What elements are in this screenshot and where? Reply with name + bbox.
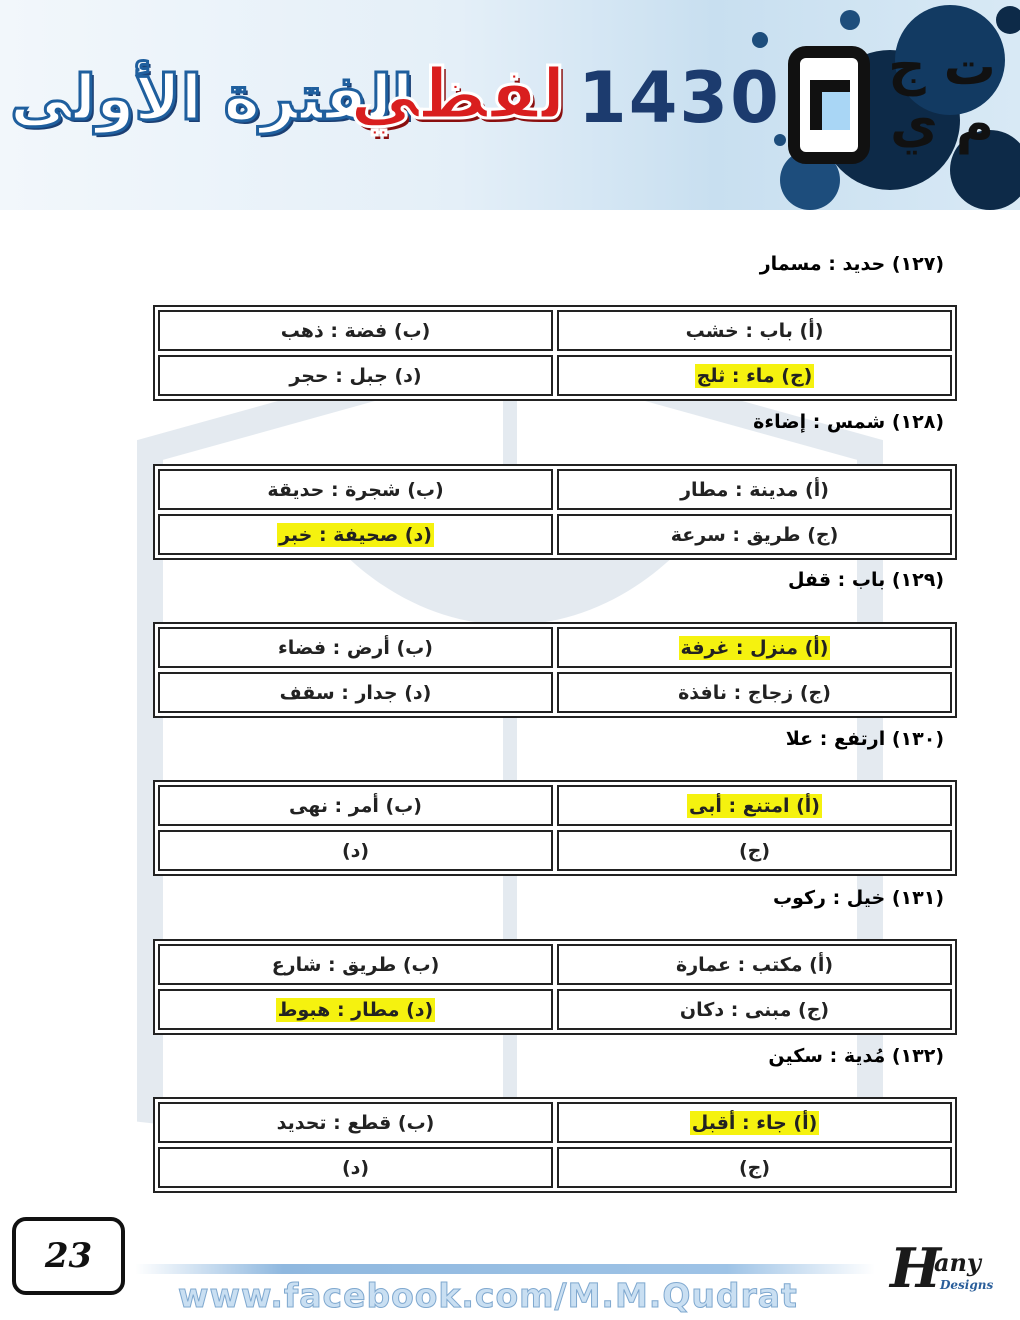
- answer-option[interactable]: [158, 830, 553, 871]
- answer-option[interactable]: [557, 627, 952, 668]
- answer-option-text: (ب) أرض : فضاء: [278, 636, 433, 659]
- header-banner: [0, 0, 1020, 210]
- answer-option-text: (د) جدار : سقف: [279, 681, 432, 704]
- question-stem: (١٣٠) ارتفع : علا: [785, 728, 944, 750]
- brand-initial: H: [890, 1236, 942, 1300]
- question-stem: (١٢٩) باب : قفل: [787, 569, 944, 591]
- answer-option[interactable]: [557, 830, 952, 871]
- page-number: 23: [12, 1217, 125, 1295]
- question-stem: (١٣١) خيل : ركوب: [772, 887, 944, 909]
- banner-emphasis-word: لفظي: [350, 53, 566, 135]
- answer-option-text: (د): [341, 839, 370, 862]
- question-stem: (١٢٧) حديد : مسمار: [759, 253, 944, 275]
- answer-option[interactable]: [158, 627, 553, 668]
- answer-option-text: (ج): [738, 839, 771, 862]
- answer-option-text-highlighted: (ج) ماء : ثلج: [696, 364, 813, 387]
- banner-year: 1430: [578, 57, 781, 139]
- question-stem: (١٣٢) مُدية : سكين: [768, 1045, 944, 1067]
- answer-option[interactable]: [557, 672, 952, 713]
- answer-option-text: (ج) زجاج : نافذة: [678, 681, 831, 704]
- question-stem: (١٢٨) شمس : إضاءة: [753, 411, 944, 433]
- answer-option[interactable]: [557, 944, 952, 985]
- answer-option[interactable]: [158, 785, 553, 826]
- footer-divider: [135, 1264, 875, 1274]
- answer-table: [153, 939, 957, 1035]
- answer-option[interactable]: [158, 672, 553, 713]
- brand-logo: [890, 1238, 1005, 1308]
- answer-option[interactable]: [158, 469, 553, 510]
- answer-option-text: (د) جبل : حجر: [289, 364, 422, 387]
- answer-option[interactable]: [158, 944, 553, 985]
- answer-table: [153, 464, 957, 560]
- brand-sub: Designs: [940, 1278, 994, 1292]
- answer-option-text: (أ) مكتب : عمارة: [676, 953, 834, 976]
- answer-option-text: (ب) أمر : نهى: [289, 794, 422, 817]
- answer-option-text-highlighted: (أ) جاء : أقبل: [691, 1111, 818, 1134]
- banner-title: الفترة الأولى: [10, 61, 414, 134]
- answer-table: [153, 622, 957, 718]
- answer-option[interactable]: [158, 989, 553, 1030]
- answer-option-text-highlighted: (أ) منزل : غرفة: [680, 636, 829, 659]
- answer-option[interactable]: [557, 1102, 952, 1143]
- answer-table: [153, 1097, 957, 1193]
- answer-table: [153, 780, 957, 876]
- answer-option[interactable]: [557, 1147, 952, 1188]
- answer-option-text: (أ) باب : خشب: [685, 319, 824, 342]
- answer-option[interactable]: [158, 310, 553, 351]
- answer-option-text: (ج): [738, 1156, 771, 1179]
- answer-option-text: (د): [341, 1156, 370, 1179]
- answer-option[interactable]: [557, 514, 952, 555]
- answer-option-text: (ج) مبنى : دكان: [679, 998, 830, 1021]
- answer-option[interactable]: [557, 469, 952, 510]
- logo-mark-icon: [788, 46, 870, 164]
- answer-option-text: (أ) مدينة : مطار: [680, 478, 829, 501]
- answer-option[interactable]: [557, 989, 952, 1030]
- answer-option[interactable]: [557, 310, 952, 351]
- answer-option-text-highlighted: (د) مطار : هبوط: [277, 998, 434, 1021]
- answer-option[interactable]: [158, 1147, 553, 1188]
- answer-option-text: (ب) شجرة : حديقة: [267, 478, 444, 501]
- brand-name: any: [934, 1248, 981, 1277]
- answer-option[interactable]: [158, 514, 553, 555]
- answer-option-text-highlighted: (أ) امتنع : أبى: [689, 794, 820, 817]
- answer-option-text: (ب) طريق : شارع: [271, 953, 440, 976]
- answer-option[interactable]: [158, 1102, 553, 1143]
- answer-option[interactable]: [557, 785, 952, 826]
- answer-option-text: (ب) قطع : تحديد: [276, 1111, 435, 1134]
- logo-letters: ت ج م ي: [888, 37, 996, 155]
- answer-option-text: (ب) فضة : ذهب: [280, 319, 431, 342]
- answer-option[interactable]: [557, 355, 952, 396]
- answer-table: [153, 305, 957, 401]
- answer-option-text-highlighted: (د) صحيفة : خبر: [279, 523, 432, 546]
- answer-option-text: (ج) طريق : سرعة: [670, 523, 839, 546]
- footer-url: www.facebook.com/M.M.Qudrat: [178, 1276, 798, 1315]
- answer-option[interactable]: [158, 355, 553, 396]
